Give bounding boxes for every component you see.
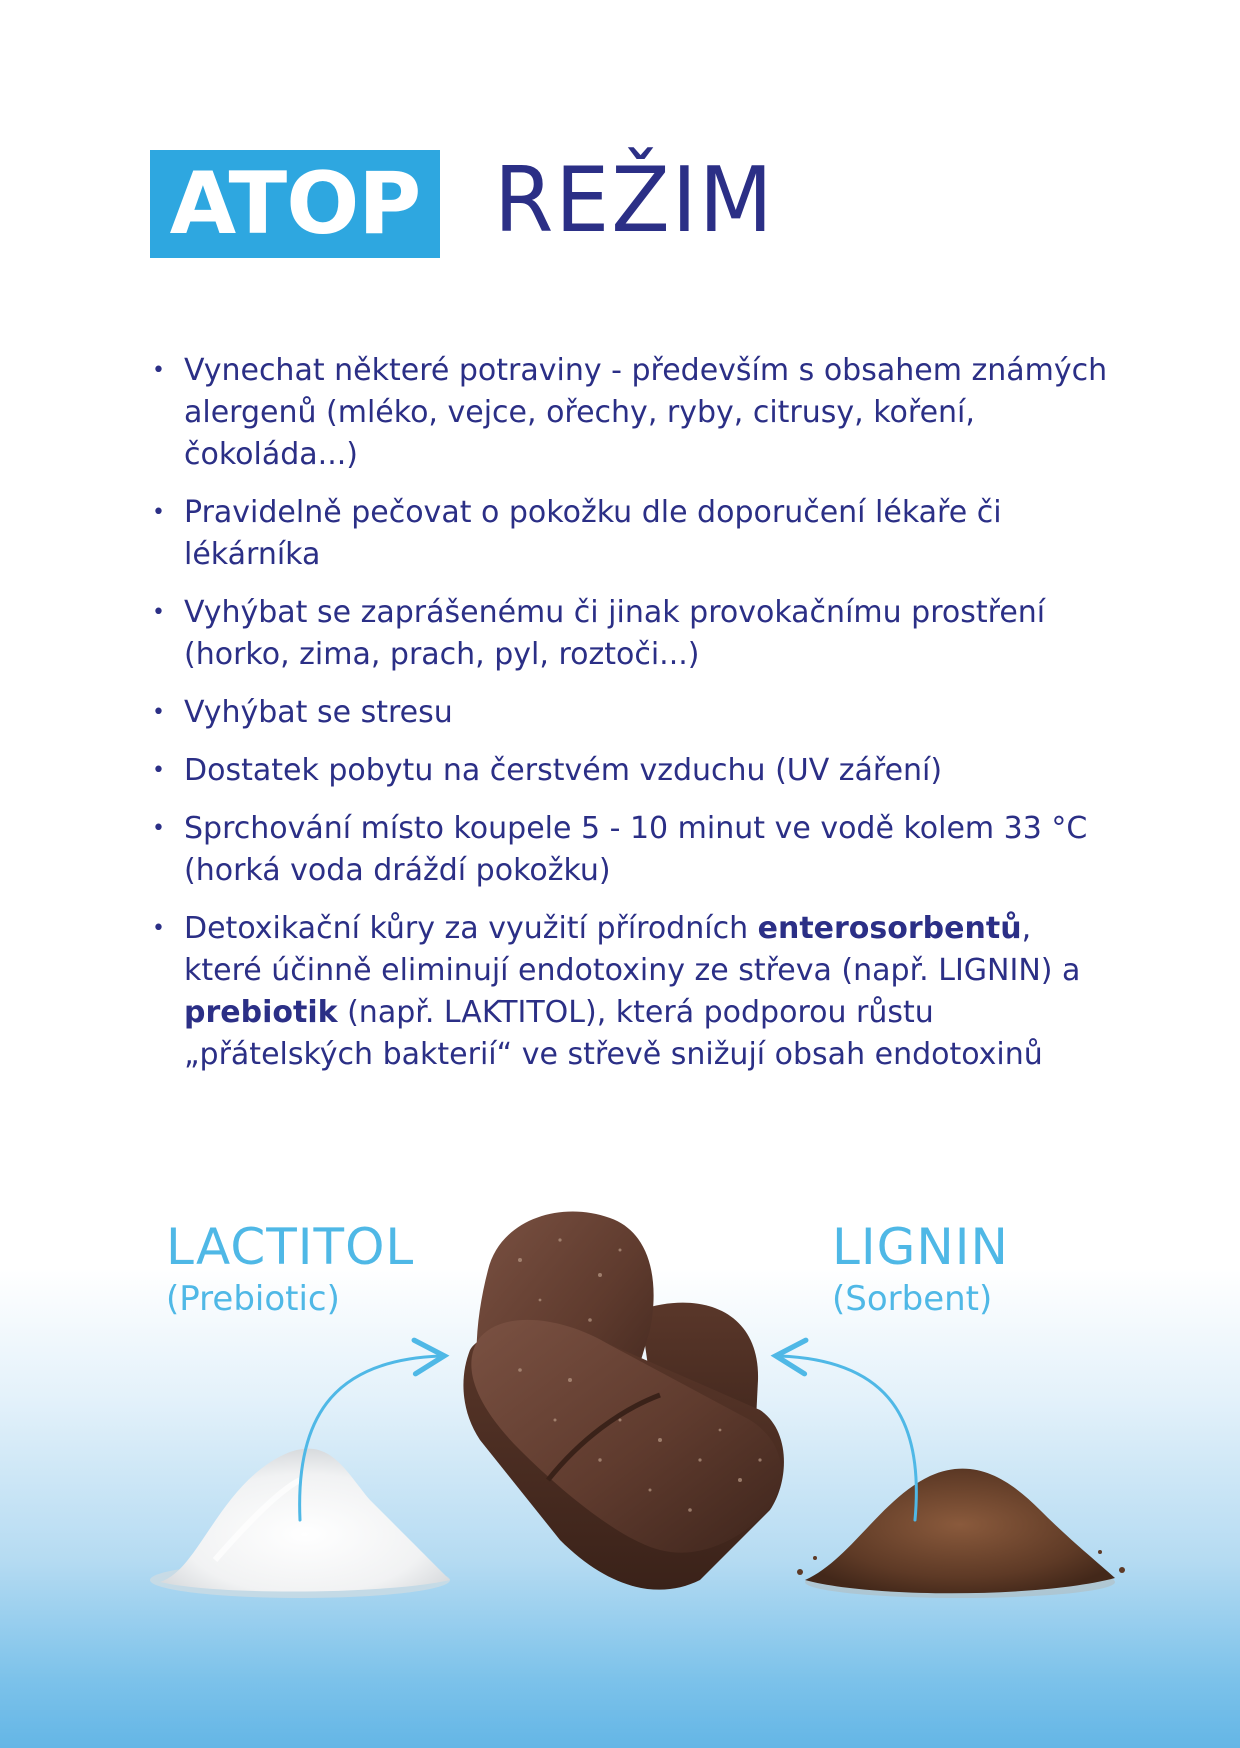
lactitol-title: LACTITOL: [166, 1218, 415, 1276]
list-item-text: [184, 911, 1080, 1072]
page-title: REŽIM: [494, 148, 775, 253]
bullet-icon: •: [152, 758, 165, 783]
list-item-text: Dostatek pobytu na čerstvém vzduchu (UV záření): [184, 753, 943, 788]
list-item-text: Vyhýbat se zaprášenému či jinak provokačnímu prostření (horko, zima, prach, pyl, roztoči...): [184, 595, 1046, 672]
list-item-text: Sprchování místo koupele 5 - 10 minut ve vodě kolem 33 °C (horká voda dráždí pokožku): [184, 811, 1088, 888]
lactitol-powder-icon: [150, 1449, 450, 1598]
bold-term-prebiotics: prebiotik: [184, 995, 338, 1030]
list-item-text-part: (např. LAKTITOL), která podporou růstu „přátelských bakterií“ ve střevě snižují obsah endotoxinů: [184, 995, 1043, 1072]
list-item-text-part: Detoxikační kůry za využití přírodních: [184, 911, 758, 946]
bullet-icon: •: [152, 916, 165, 941]
recommendation-list: [148, 350, 1108, 1092]
list-item-text: Vyhýbat se stresu: [184, 695, 453, 730]
list-item: [148, 908, 1108, 1076]
list-item-text: Vynechat některé potraviny - především s obsahem známých alergenů (mléko, vejce, ořechy, ryby, citrusy, koření, čokoláda...): [184, 353, 1108, 472]
product-illustration: [0, 1180, 1240, 1640]
list-item: [148, 592, 1108, 676]
list-item: [148, 808, 1108, 892]
lignin-title: LIGNIN: [832, 1218, 1009, 1276]
lignin-subtitle: (Sorbent): [832, 1279, 993, 1319]
list-item: [148, 692, 1108, 734]
bold-term-enterosorbents: enterosorbentů: [757, 911, 1022, 946]
list-item: [148, 492, 1108, 576]
list-item-text: Pravidelně pečovat o pokožku dle doporučení lékaře či lékárníka: [184, 495, 1002, 572]
bullet-icon: •: [152, 500, 165, 525]
title-badge-text: ATOP: [169, 154, 421, 254]
title-badge: [150, 150, 440, 258]
right-arrow-icon: [780, 1356, 916, 1520]
list-item: [148, 750, 1108, 792]
bullet-icon: •: [152, 816, 165, 841]
lignin-powder-icon: [797, 1469, 1125, 1598]
bullet-icon: •: [152, 600, 165, 625]
list-item-text-part: , které účinně eliminují endotoxiny ze střeva (např. LIGNIN) a: [184, 911, 1081, 988]
tablet-icon: [463, 1211, 784, 1589]
bullet-icon: •: [152, 700, 165, 725]
lactitol-subtitle: (Prebiotic): [166, 1279, 340, 1319]
bullet-icon: •: [152, 358, 165, 383]
list-item: [148, 350, 1108, 476]
